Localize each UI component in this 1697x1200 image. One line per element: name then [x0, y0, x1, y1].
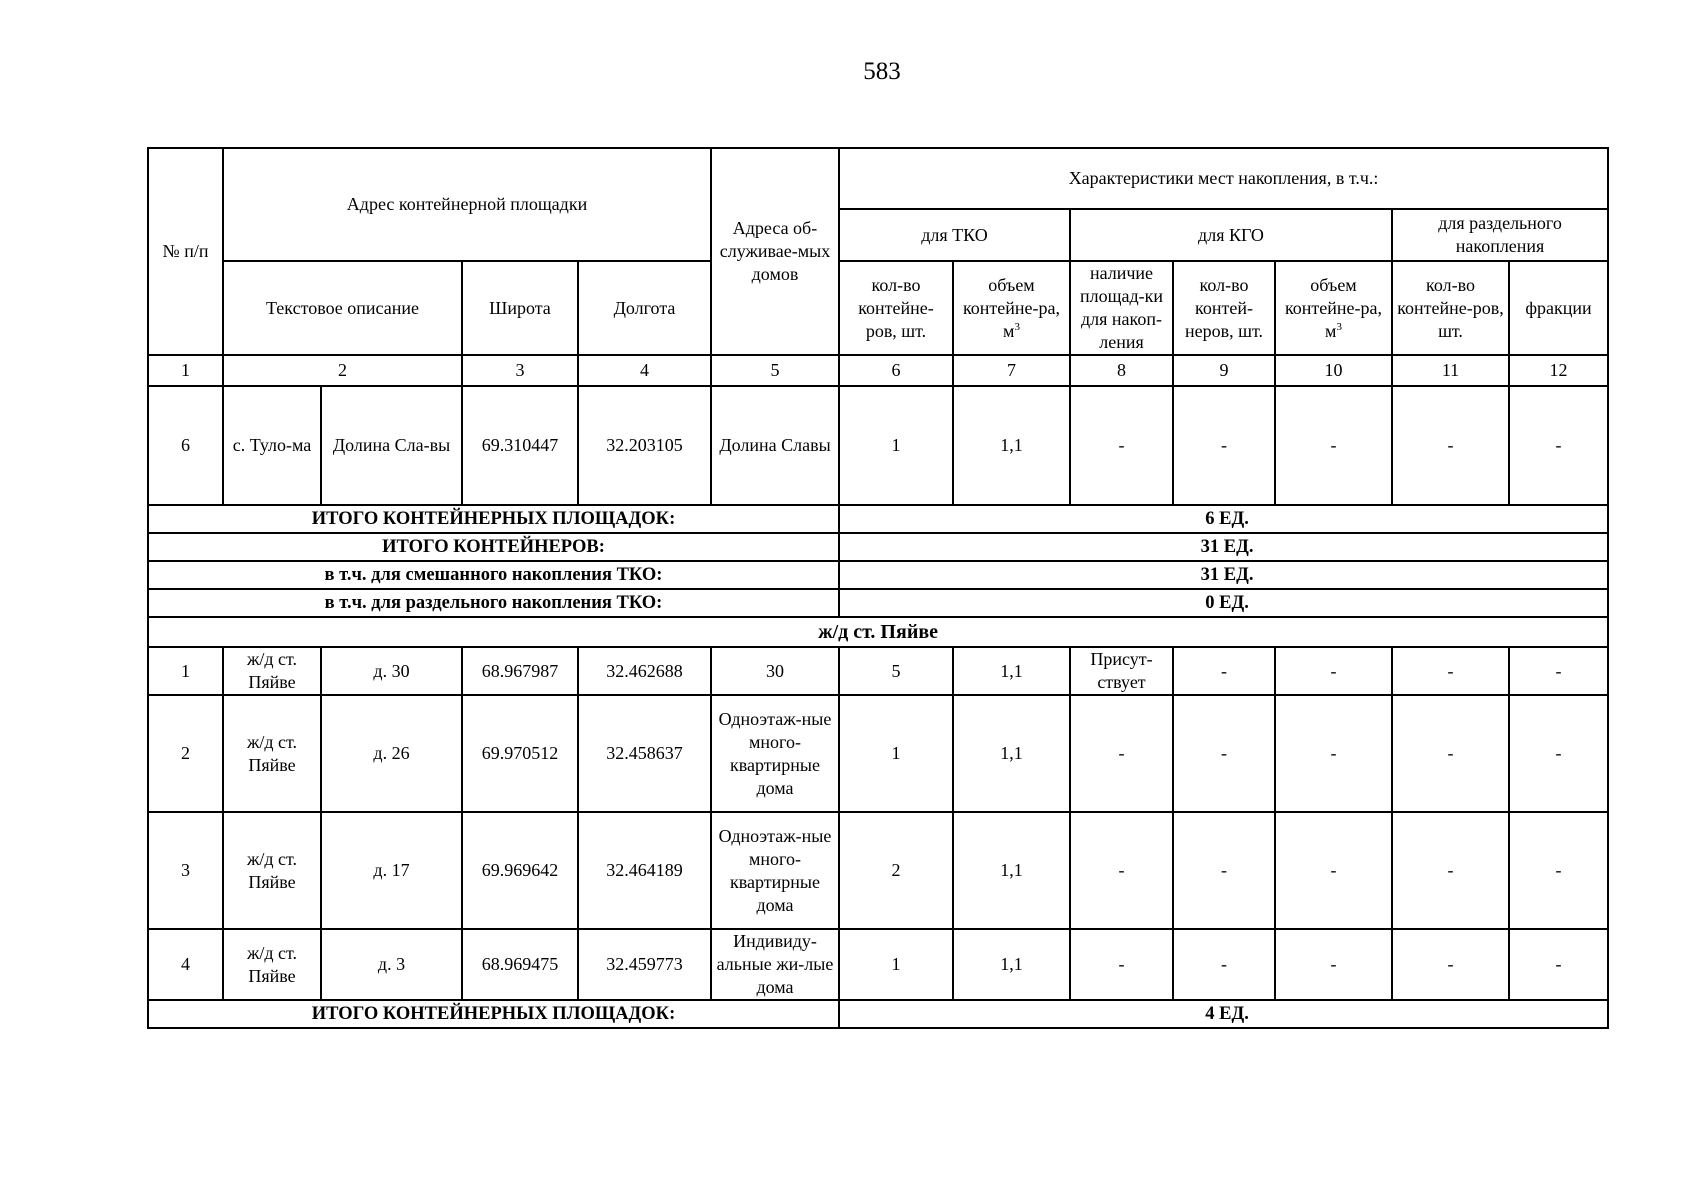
cell-num: 6: [148, 386, 223, 505]
summary-value: 6 ЕД.: [839, 505, 1608, 533]
col-number: 12: [1509, 355, 1608, 386]
table-row: [148, 812, 1608, 929]
cell-c6: 2: [839, 812, 953, 929]
cell-served: Долина Славы: [711, 386, 839, 505]
cell-c10: -: [1275, 647, 1392, 695]
col-number: 10: [1275, 355, 1392, 386]
cell-c11: -: [1392, 695, 1509, 812]
header-c9: кол-во контей-неров, шт.: [1173, 261, 1275, 355]
cell-latitude: 68.969475: [462, 929, 578, 1000]
cell-c8: -: [1070, 812, 1173, 929]
summary-value: 4 ЕД.: [839, 1000, 1608, 1028]
header-text-desc: Текстовое описание: [223, 261, 462, 355]
col-number: 1: [148, 355, 223, 386]
cell-c6: 1: [839, 929, 953, 1000]
summary-row: [148, 1000, 1608, 1028]
header-c11: кол-во контейне-ров, шт.: [1392, 261, 1509, 355]
cell-c11: -: [1392, 647, 1509, 695]
summary-value: 31 ЕД.: [839, 533, 1608, 561]
cell-latitude: 69.310447: [462, 386, 578, 505]
page-number: 583: [863, 58, 901, 85]
header-served: Адреса об-служивае-мых домов: [711, 148, 839, 355]
cell-description: д. 26: [321, 695, 462, 812]
cell-c8: -: [1070, 929, 1173, 1000]
summary-value: 0 ЕД.: [839, 589, 1608, 617]
summary-label: ИТОГО КОНТЕЙНЕРОВ:: [148, 533, 839, 561]
cell-c8: Присут-ствует: [1070, 647, 1173, 695]
summary-row: [148, 533, 1608, 561]
cell-c10: -: [1275, 695, 1392, 812]
summary-row: [148, 561, 1608, 589]
cell-c12: -: [1509, 386, 1608, 505]
cell-locality: ж/д ст. Пяйве: [223, 929, 321, 1000]
header-separate: для раздельного накопления: [1392, 209, 1608, 261]
cell-longitude: 32.458637: [578, 695, 711, 812]
header-c12: фракции: [1509, 261, 1608, 355]
cell-c12: -: [1509, 929, 1608, 1000]
cell-locality: ж/д ст. Пяйве: [223, 647, 321, 695]
cell-c7: 1,1: [953, 695, 1070, 812]
cell-served: Индивиду-альные жи-лые дома: [711, 929, 839, 1000]
col-number: 5: [711, 355, 839, 386]
cell-c10: -: [1275, 812, 1392, 929]
cell-num: 1: [148, 647, 223, 695]
cell-c8: -: [1070, 695, 1173, 812]
cell-c8: -: [1070, 386, 1173, 505]
section-title: ж/д ст. Пяйве: [148, 617, 1608, 647]
cell-num: 4: [148, 929, 223, 1000]
cell-latitude: 69.969642: [462, 812, 578, 929]
column-numbers-row: [148, 355, 1608, 386]
header-row-1: [148, 148, 1608, 209]
table-row: [148, 647, 1608, 695]
cell-latitude: 69.970512: [462, 695, 578, 812]
header-characteristics: Характеристики мест накопления, в т.ч.:: [839, 148, 1608, 209]
cell-description: Долина Сла-вы: [321, 386, 462, 505]
table-row: [148, 386, 1608, 505]
cell-served: 30: [711, 647, 839, 695]
cell-c11: -: [1392, 812, 1509, 929]
cell-c12: -: [1509, 695, 1608, 812]
header-c10: объем контейне-ра, $м^3$: [1275, 261, 1392, 355]
cell-locality: ж/д ст. Пяйве: [223, 812, 321, 929]
cell-num: 3: [148, 812, 223, 929]
cell-description: д. 17: [321, 812, 462, 929]
col-number: 9: [1173, 355, 1275, 386]
cell-c9: -: [1173, 647, 1275, 695]
cell-c10: -: [1275, 386, 1392, 505]
header-lon: Долгота: [578, 261, 711, 355]
col-number: 7: [953, 355, 1070, 386]
container-sites-table: [147, 147, 1609, 1029]
cell-longitude: 32.203105: [578, 386, 711, 505]
summary-label: ИТОГО КОНТЕЙНЕРНЫХ ПЛОЩАДОК:: [148, 505, 839, 533]
header-c8: наличие площад-ки для накоп-ления: [1070, 261, 1173, 355]
header-num: № п/п: [148, 148, 223, 355]
cell-longitude: 32.464189: [578, 812, 711, 929]
cell-c11: -: [1392, 386, 1509, 505]
header-c7: объем контейне-ра, $м^3$: [953, 261, 1070, 355]
cell-c12: -: [1509, 812, 1608, 929]
cell-c6: 5: [839, 647, 953, 695]
cell-c10: -: [1275, 929, 1392, 1000]
cell-served: Одноэтаж-ные много-квартирные дома: [711, 812, 839, 929]
cell-c7: 1,1: [953, 647, 1070, 695]
col-number: 4: [578, 355, 711, 386]
header-kgo: для КГО: [1070, 209, 1392, 261]
col-number: 8: [1070, 355, 1173, 386]
summary-row: [148, 589, 1608, 617]
cell-description: д. 3: [321, 929, 462, 1000]
cell-c12: -: [1509, 647, 1608, 695]
cell-c7: 1,1: [953, 929, 1070, 1000]
cell-c11: -: [1392, 929, 1509, 1000]
summary-row: [148, 505, 1608, 533]
table-row: [148, 929, 1608, 1000]
cell-c9: -: [1173, 386, 1275, 505]
table-row: [148, 695, 1608, 812]
col-number: 11: [1392, 355, 1509, 386]
cell-c6: 1: [839, 695, 953, 812]
col-number: 3: [462, 355, 578, 386]
section-row: [148, 617, 1608, 647]
header-c6: кол-во контейне-ров, шт.: [839, 261, 953, 355]
col-number: 6: [839, 355, 953, 386]
cell-latitude: 68.967987: [462, 647, 578, 695]
cell-c7: 1,1: [953, 386, 1070, 505]
cell-c9: -: [1173, 812, 1275, 929]
cell-c7: 1,1: [953, 812, 1070, 929]
cell-locality: ж/д ст. Пяйве: [223, 695, 321, 812]
cell-longitude: 32.459773: [578, 929, 711, 1000]
cell-num: 2: [148, 695, 223, 812]
summary-label: ИТОГО КОНТЕЙНЕРНЫХ ПЛОЩАДОК:: [148, 1000, 839, 1028]
cell-served: Одноэтаж-ные много-квартирные дома: [711, 695, 839, 812]
summary-label: в т.ч. для раздельного накопления ТКО:: [148, 589, 839, 617]
cell-longitude: 32.462688: [578, 647, 711, 695]
summary-value: 31 ЕД.: [839, 561, 1608, 589]
header-tko: для ТКО: [839, 209, 1070, 261]
cell-c6: 1: [839, 386, 953, 505]
cell-locality: с. Туло-ма: [223, 386, 321, 505]
header-lat: Широта: [462, 261, 578, 355]
cell-description: д. 30: [321, 647, 462, 695]
cell-c9: -: [1173, 929, 1275, 1000]
header-address: Адрес контейнерной площадки: [223, 148, 711, 261]
summary-label: в т.ч. для смешанного накопления ТКО:: [148, 561, 839, 589]
cell-c9: -: [1173, 695, 1275, 812]
col-number: 2: [223, 355, 462, 386]
